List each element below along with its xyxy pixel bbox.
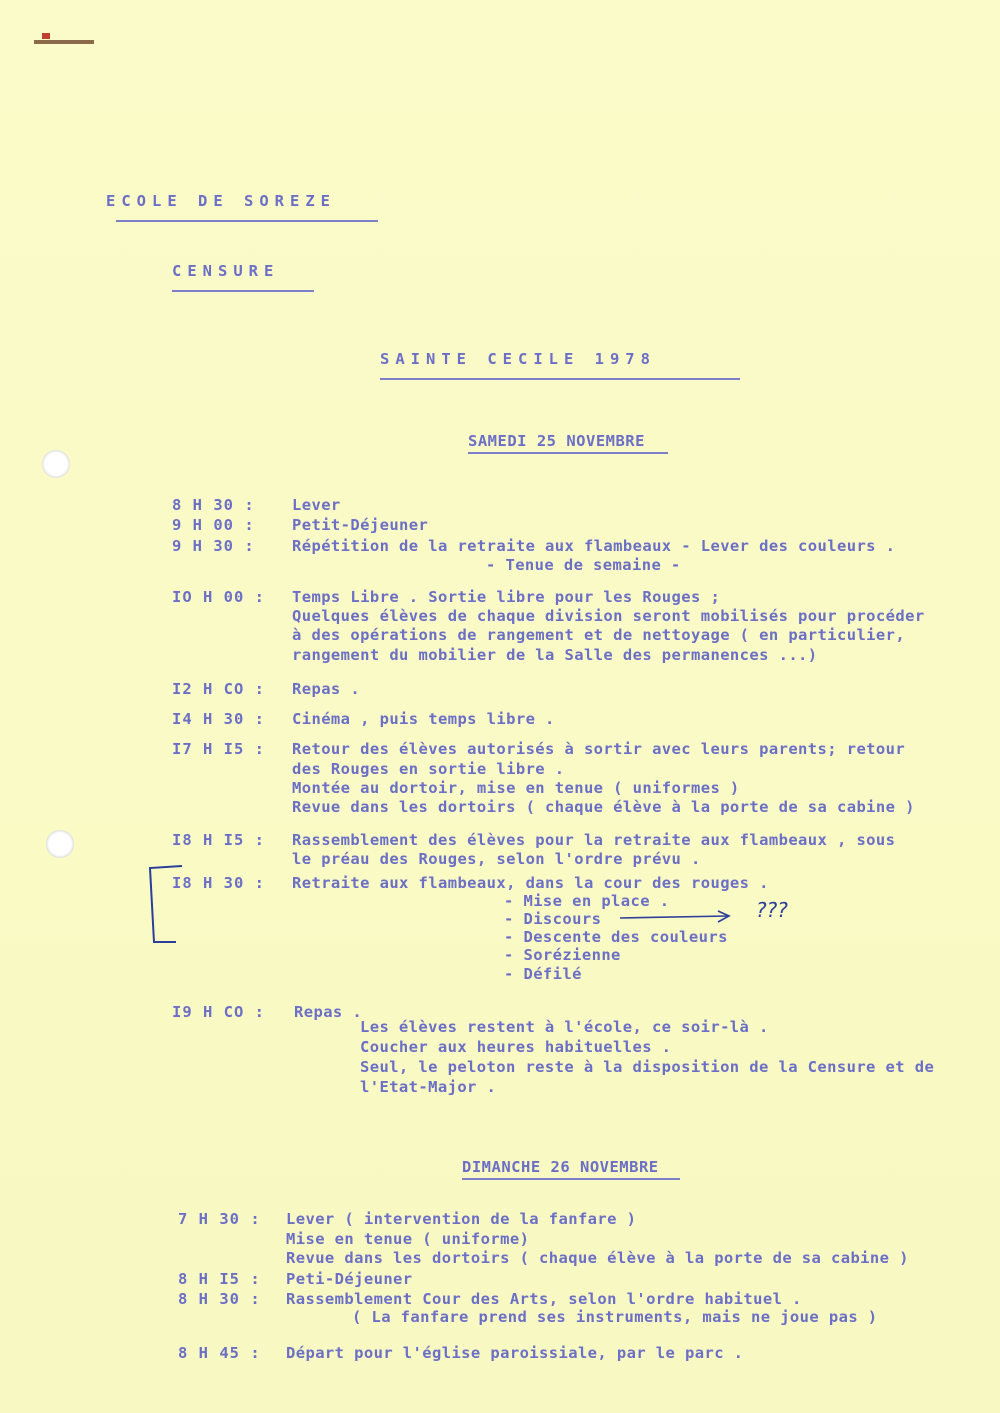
document-title: SAINTE CECILE 1978 <box>380 350 656 368</box>
entry-line: ( La fanfare prend ses instruments, mais ne joue pas ) <box>352 1308 878 1326</box>
entry-line: Repas . <box>292 680 361 698</box>
entry-line: Retour des élèves autorisés à sortir avec leurs parents; retour <box>292 740 906 758</box>
entry-line: Coucher aux heures habituelles . <box>360 1038 672 1056</box>
entry-time: 9 H 00 : <box>172 516 255 534</box>
entry-time: I4 H 30 : <box>172 710 265 728</box>
entry-line: Lever ( intervention de la fanfare ) <box>286 1210 637 1228</box>
entry-line: Montée au dortoir, mise en tenue ( uniformes ) <box>292 779 740 797</box>
entry-line: des Rouges en sortie libre . <box>292 760 565 778</box>
entry-line: Revue dans les dortoirs ( chaque élève à la porte de sa cabine ) <box>292 798 915 816</box>
entry-time: I2 H CO : <box>172 680 265 698</box>
day2-heading: DIMANCHE 26 NOVEMBRE <box>462 1158 659 1176</box>
entry-line: Quelques élèves de chaque division seront mobilisés pour procéder <box>292 607 925 625</box>
entry-time: 8 H 45 : <box>178 1344 261 1362</box>
entry-line: Retraite aux flambeaux, dans la cour des rouges . <box>292 874 769 892</box>
entry-time: I7 H I5 : <box>172 740 265 758</box>
entry-line: Repas . <box>294 1003 363 1021</box>
entry-line: Répétition de la retraite aux flambeaux - Lever des couleurs . <box>292 537 896 555</box>
entry-time: I8 H I5 : <box>172 831 265 849</box>
entry-line: Les élèves restent à l'école, ce soir-là . <box>360 1018 769 1036</box>
entry-line: Revue dans les dortoirs ( chaque élève à la porte de sa cabine ) <box>286 1249 909 1267</box>
retraite-item: - Discours <box>504 910 602 928</box>
hand-question-marks: ??? <box>756 898 788 922</box>
entry-time: 8 H 30 : <box>172 496 255 514</box>
entry-line: Peti-Déjeuner <box>286 1270 413 1288</box>
entry-time: I9 H CO : <box>172 1003 265 1021</box>
entry-line: Petit-Déjeuner <box>292 516 429 534</box>
hand-arrow-line <box>620 916 728 918</box>
entry-line: Rassemblement Cour des Arts, selon l'ordre habituel . <box>286 1290 802 1308</box>
day1-heading: SAMEDI 25 NOVEMBRE <box>468 432 645 450</box>
entry-line: Seul, le peloton reste à la disposition de la Censure et de <box>360 1058 935 1076</box>
entry-line: Cinéma , puis temps libre . <box>292 710 555 728</box>
entry-line: le préau des Rouges, selon l'ordre prévu . <box>292 850 701 868</box>
retraite-item: - Descente des couleurs <box>504 928 728 946</box>
entry-line: Lever <box>292 496 341 514</box>
entry-time: 7 H 30 : <box>178 1210 261 1228</box>
entry-time: 9 H 30 : <box>172 537 255 555</box>
entry-line: Temps Libre . Sortie libre pour les Rouges ; <box>292 588 721 606</box>
entry-line: Mise en tenue ( uniforme) <box>286 1230 530 1248</box>
school-name: ECOLE DE SOREZE <box>106 192 336 210</box>
retraite-item: - Défilé <box>504 965 582 983</box>
entry-time: 8 H 30 : <box>178 1290 261 1308</box>
retraite-item: - Mise en place . <box>504 892 670 910</box>
entry-line: l'Etat-Major . <box>360 1078 497 1096</box>
hand-bracket <box>150 866 182 942</box>
entry-line: rangement du mobilier de la Salle des permanences ...) <box>292 646 818 664</box>
entry-time: IO H 00 : <box>172 588 265 606</box>
entry-line: - Tenue de semaine - <box>486 556 681 574</box>
entry-line: Départ pour l'église paroissiale, par le parc . <box>286 1344 744 1362</box>
entry-time: I8 H 30 : <box>172 874 265 892</box>
entry-line: Rassemblement des élèves pour la retraite aux flambeaux , sous <box>292 831 896 849</box>
retraite-item: - Sorézienne <box>504 946 621 964</box>
department-title: CENSURE <box>172 262 280 280</box>
entry-time: 8 H I5 : <box>178 1270 261 1288</box>
entry-line: à des opérations de rangement et de nettoyage ( en particulier, <box>292 626 906 644</box>
